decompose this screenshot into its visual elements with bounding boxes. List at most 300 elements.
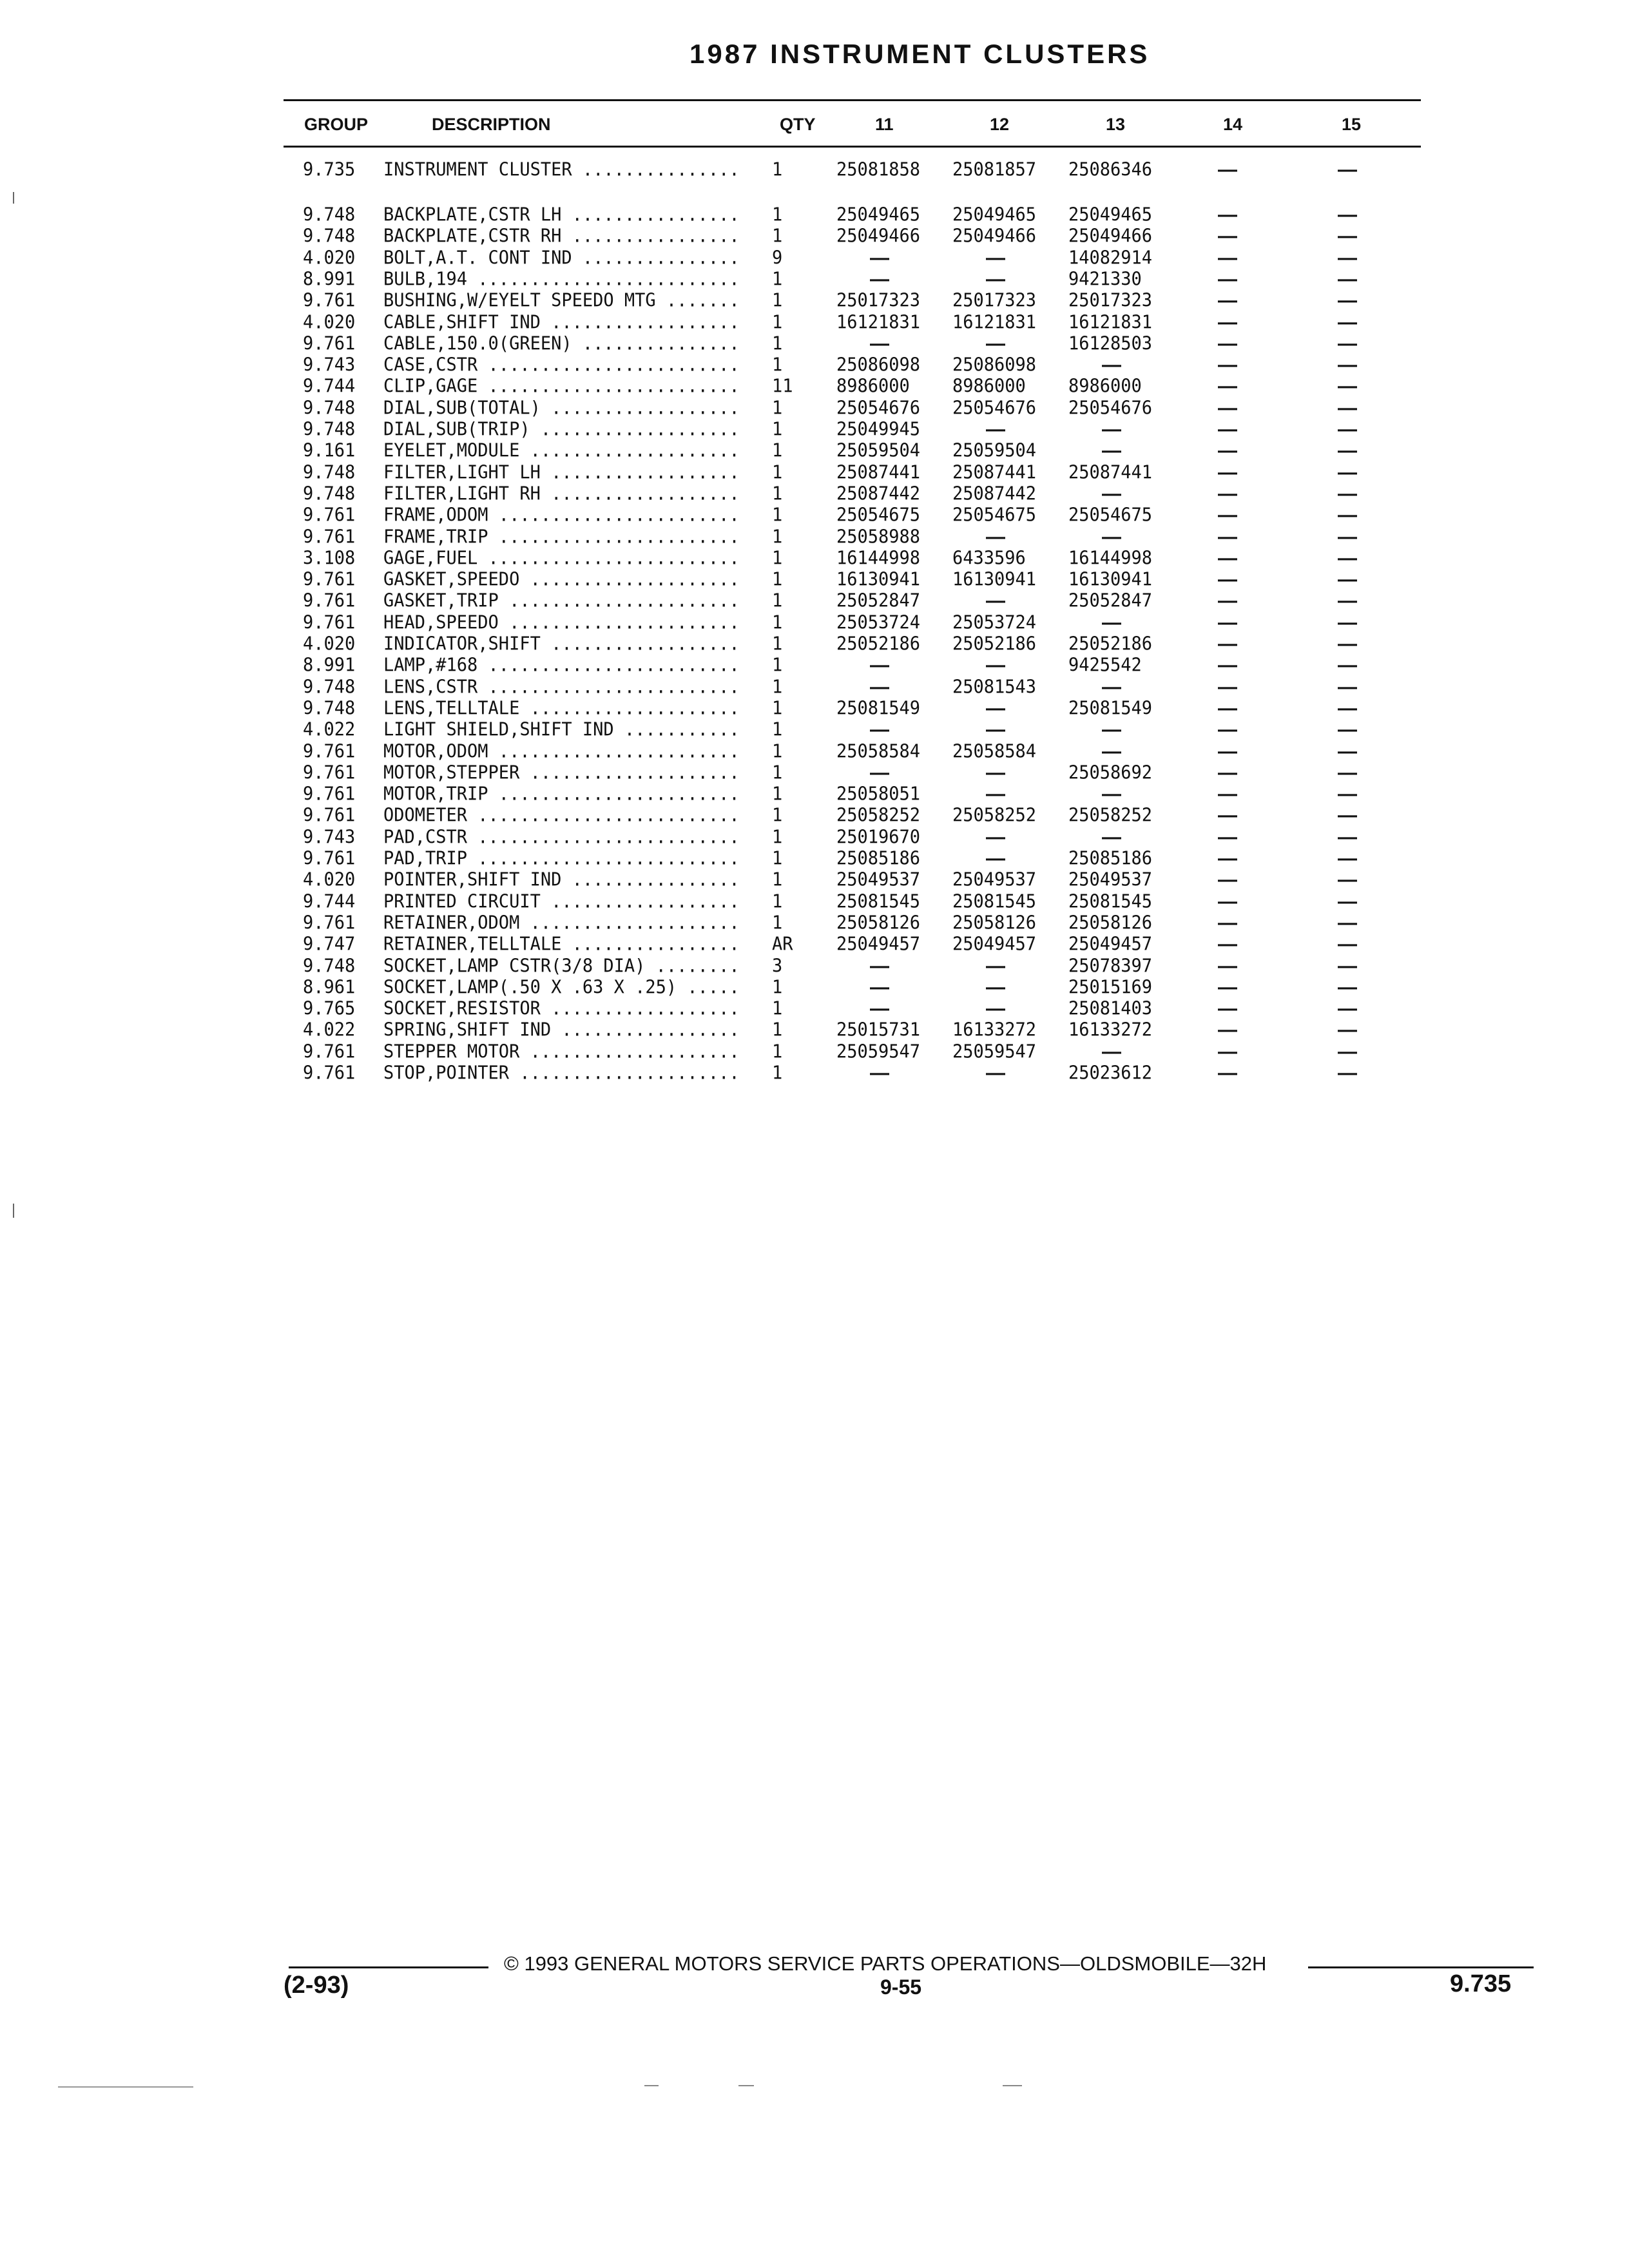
cell-part-13: 25054675 [1068,505,1153,526]
cell-part-12: 8986000 [952,376,1026,398]
cell-part-14: — [1218,289,1237,312]
cell-part-14: — [1218,697,1237,720]
table-row [0,977,1629,999]
cell-part-13: — [1102,439,1121,463]
cell-part-11: 25049537 [836,869,921,891]
cell-part-11: 25052186 [836,633,921,655]
cell-description: POINTER,SHIFT IND ................ [383,870,740,891]
cell-part-15: — [1338,825,1357,849]
cell-description: LAMP,#168 ........................ [383,655,740,677]
cell-qty: 1 [772,998,783,1019]
cell-part-14: — [1218,1019,1237,1042]
cell-part-12: — [986,267,1005,291]
cell-part-15: — [1338,1061,1357,1084]
table-row [0,505,1629,527]
cell-part-12: — [986,1061,1005,1084]
cell-part-13: 25017323 [1068,290,1153,311]
cell-part-14: — [1218,782,1237,805]
cell-part-12: 25081545 [952,890,1037,912]
cell-part-13: — [1102,482,1121,505]
cell-description: SOCKET,RESISTOR .................. [383,999,740,1019]
cell-part-15: — [1338,158,1357,181]
cell-part-13: 25086346 [1068,159,1153,180]
cell-part-12: — [986,418,1005,441]
cell-part-15: — [1338,890,1357,913]
table-row [0,634,1629,656]
cell-description: DIAL,SUB(TOTAL) .................. [383,398,740,419]
cell-group: 9.161 [303,440,356,462]
table-row [0,205,1629,227]
cell-group: 9.743 [303,826,356,848]
col-header-12: 12 [990,115,1010,134]
cell-group: 4.022 [303,719,356,740]
cell-group: 9.748 [303,955,356,977]
cell-part-13: 25052186 [1068,633,1153,655]
cell-part-13: — [1102,825,1121,849]
cell-group: 9.748 [303,461,356,483]
cell-part-11: 25085186 [836,847,921,869]
cell-description: BOLT,A.T. CONT IND ............... [383,247,740,269]
cell-part-14: — [1218,267,1237,291]
cell-description: STOP,POINTER ..................... [383,1063,740,1084]
cell-qty: 1 [772,1041,783,1062]
cell-part-11: 25049457 [836,934,921,955]
cell-part-14: — [1218,718,1237,742]
cell-part-12: 25087441 [952,461,1037,483]
table-row [0,999,1629,1021]
table-row [0,613,1629,635]
cell-part-13: 25049457 [1068,934,1153,955]
cell-part-12: — [986,718,1005,742]
cell-part-12: 25053724 [952,611,1037,633]
table-row [0,463,1629,485]
cell-part-11: 25058252 [836,805,921,827]
table-row [0,226,1629,248]
table-row [0,160,1629,182]
cell-qty: 1 [772,440,783,462]
cell-group: 9.761 [303,783,356,805]
cell-description: CABLE,150.0(GREEN) ............... [383,333,740,354]
cell-part-14: — [1218,632,1237,655]
cell-part-13: 25058692 [1068,762,1153,783]
copyright-line: © 1993 GENERAL MOTORS SERVICE PARTS OPERATIONS—OLDSMOBILE—32H [504,1952,1267,1975]
cell-part-11: 16121831 [836,311,921,333]
cell-description: BACKPLATE,CSTR RH ................ [383,226,740,247]
col-header-qty: QTY [780,115,816,134]
table-row [0,1042,1629,1064]
cell-qty: 1 [772,226,783,247]
cell-part-12: — [986,590,1005,613]
cell-description: STEPPER MOTOR .................... [383,1041,740,1062]
table-row [0,763,1629,785]
cell-qty: 1 [772,826,783,848]
table-row [0,484,1629,506]
cell-group: 9.744 [303,890,356,912]
cell-part-13: — [1102,418,1121,441]
cell-qty: 1 [772,547,783,569]
cell-part-15: — [1338,697,1357,720]
cell-part-15: — [1338,954,1357,977]
table-row [0,1020,1629,1042]
table-row [0,913,1629,935]
cell-group: 9.761 [303,290,356,311]
cell-part-12: 25049466 [952,226,1037,247]
cell-part-11: — [870,761,889,784]
scan-speck [1003,2085,1022,2086]
cell-group: 9.748 [303,204,356,226]
cell-description: SPRING,SHIFT IND ................. [383,1020,740,1041]
cell-part-12: — [986,761,1005,784]
cell-description: PAD,CSTR ......................... [383,827,740,848]
cell-qty: 1 [772,847,783,869]
cell-description: DIAL,SUB(TRIP) ................... [383,419,740,440]
cell-part-11: 25017323 [836,290,921,311]
cell-part-12: 25054675 [952,505,1037,526]
cell-part-14: — [1218,933,1237,956]
cell-group: 8.991 [303,655,356,677]
cell-group: 9.735 [303,159,356,180]
cell-part-12: 25059504 [952,440,1037,462]
cell-part-14: — [1218,396,1237,419]
cell-part-13: 25058252 [1068,805,1153,827]
cell-part-11: 25081858 [836,159,921,180]
cell-part-13: 16121831 [1068,311,1153,333]
cell-group: 9.761 [303,740,356,762]
cell-part-12: — [986,246,1005,269]
cell-part-15: — [1338,461,1357,484]
cell-part-15: — [1338,439,1357,463]
cell-part-14: — [1218,954,1237,977]
cell-part-11: 25059547 [836,1041,921,1062]
cell-part-13: 25049465 [1068,204,1153,226]
cell-part-14: — [1218,654,1237,677]
cell-qty: AR [772,934,793,955]
footer-rule-right [1308,1966,1534,1968]
page-number: 9-55 [880,1975,922,1999]
cell-part-11: 25019670 [836,826,921,848]
cell-part-15: — [1338,525,1357,548]
cell-part-12: 25058126 [952,912,1037,934]
cell-group: 9.761 [303,1062,356,1084]
cell-qty: 1 [772,397,783,419]
cell-group: 9.761 [303,505,356,526]
cell-part-14: — [1218,975,1237,999]
cell-part-15: — [1338,311,1357,334]
cell-group: 4.020 [303,247,356,269]
cell-part-15: — [1338,590,1357,613]
cell-group: 9.761 [303,912,356,934]
table-row [0,591,1629,613]
table-row [0,805,1629,827]
cell-description: ODOMETER ......................... [383,805,740,827]
table-row [0,1063,1629,1085]
cell-description: SOCKET,LAMP(.50 X .63 X .25) ..... [383,977,740,998]
cell-group: 9.761 [303,526,356,548]
cell-part-11: — [870,975,889,999]
cell-part-11: 25053724 [836,611,921,633]
cell-part-13: 25081403 [1068,998,1153,1019]
cell-qty: 1 [772,483,783,505]
cell-part-14: — [1218,869,1237,892]
cell-group: 4.022 [303,1019,356,1041]
cell-qty: 1 [772,611,783,633]
cell-group: 9.744 [303,376,356,398]
cell-part-12: — [986,525,1005,548]
cell-description: MOTOR,TRIP ....................... [383,784,740,805]
cell-qty: 1 [772,268,783,290]
table-row [0,441,1629,463]
cell-qty: 1 [772,740,783,762]
table-row [0,742,1629,764]
cell-description: LENS,CSTR ........................ [383,677,740,698]
table-row [0,870,1629,892]
cell-qty: 1 [772,159,783,180]
cell-qty: 1 [772,1019,783,1041]
cell-part-15: — [1338,847,1357,870]
cell-group: 9.761 [303,569,356,590]
table-row [0,398,1629,420]
cell-part-14: — [1218,1061,1237,1084]
table-row [0,934,1629,956]
cell-group: 4.020 [303,311,356,333]
cell-part-11: 25058126 [836,912,921,934]
cell-part-11: 25081545 [836,890,921,912]
table-row [0,892,1629,914]
cell-part-11: — [870,718,889,742]
cell-description: MOTOR,STEPPER .................... [383,762,740,783]
cell-qty: 1 [772,418,783,440]
cell-part-15: — [1338,1040,1357,1063]
cell-description: INDICATOR,SHIFT .................. [383,634,740,655]
cell-part-14: — [1218,546,1237,570]
cell-qty: 1 [772,204,783,226]
cell-part-15: — [1338,997,1357,1020]
col-header-13: 13 [1106,115,1126,134]
cell-part-13: — [1102,740,1121,763]
cell-part-15: — [1338,761,1357,784]
revision-date: (2-93) [284,1972,349,1999]
col-header-15: 15 [1342,115,1362,134]
cell-part-13: 25078397 [1068,955,1153,977]
cell-part-13: 25058126 [1068,912,1153,934]
cell-part-13: 16133272 [1068,1019,1153,1041]
cell-group: 9.748 [303,397,356,419]
cell-part-11: 25054676 [836,397,921,419]
cell-part-12: 25081543 [952,676,1037,698]
cell-qty: 1 [772,976,783,998]
table-row [0,677,1629,699]
cell-part-13: — [1102,611,1121,634]
cell-description: CABLE,SHIFT IND .................. [383,312,740,333]
cell-part-11: — [870,654,889,677]
cell-group: 9.761 [303,1041,356,1062]
cell-qty: 1 [772,526,783,548]
cell-part-12: 25059547 [952,1041,1037,1062]
cell-part-15: — [1338,225,1357,248]
cell-part-13: 14082914 [1068,247,1153,269]
cell-qty: 1 [772,805,783,827]
cell-group: 9.743 [303,354,356,376]
cell-description: MOTOR,ODOM ....................... [383,741,740,762]
cell-part-11: — [870,267,889,291]
cell-part-12: 25049457 [952,934,1037,955]
cell-part-12: 25087442 [952,483,1037,505]
cell-part-11: — [870,954,889,977]
table-row [0,655,1629,677]
cell-part-13: 25087441 [1068,461,1153,483]
cell-group: 9.765 [303,998,356,1019]
cell-part-11: 25058051 [836,783,921,805]
cell-part-14: — [1218,890,1237,913]
table-row [0,312,1629,334]
footer-rule-left [289,1966,488,1968]
cell-qty: 1 [772,311,783,333]
cell-part-14: — [1218,418,1237,441]
cell-group: 9.748 [303,676,356,698]
cell-description: FRAME,TRIP ....................... [383,526,740,548]
cell-group: 4.020 [303,633,356,655]
cell-qty: 1 [772,890,783,912]
cell-part-14: — [1218,825,1237,849]
cell-part-13: 16128503 [1068,332,1153,354]
cell-part-15: — [1338,933,1357,956]
cell-description: PAD,TRIP ......................... [383,849,740,869]
table-row [0,376,1629,398]
cell-part-15: — [1338,1019,1357,1042]
cell-part-12: 25054676 [952,397,1037,419]
col-header-14: 14 [1223,115,1243,134]
cell-part-14: — [1218,847,1237,870]
cell-part-12: — [986,782,1005,805]
cell-part-11: 25049945 [836,418,921,440]
scan-speck [13,192,14,204]
cell-description: FILTER,LIGHT LH .................. [383,462,740,483]
scan-speck [644,2085,659,2086]
cell-description: HEAD,SPEEDO ...................... [383,612,740,633]
cell-part-12: — [986,975,1005,999]
cell-part-11: 25015731 [836,1019,921,1041]
cell-part-13: — [1102,525,1121,548]
cell-part-14: — [1218,1040,1237,1063]
cell-part-11: — [870,1061,889,1084]
cell-part-14: — [1218,804,1237,827]
cell-part-12: 25058252 [952,805,1037,827]
table-row [0,827,1629,849]
cell-description: RETAINER,TELLTALE ................ [383,934,740,955]
cell-part-13: — [1102,782,1121,805]
cell-group: 9.747 [303,934,356,955]
cell-description: GASKET,TRIP ...................... [383,591,740,612]
cell-description: SOCKET,LAMP CSTR(3/8 DIA) ........ [383,956,740,977]
cell-group: 9.761 [303,805,356,827]
cell-group: 3.108 [303,547,356,569]
cell-part-11: 25058584 [836,740,921,762]
scan-speck [738,2085,754,2086]
cell-group: 9.748 [303,418,356,440]
cell-qty: 1 [772,719,783,740]
cell-part-13: — [1102,353,1121,376]
cell-part-11: — [870,332,889,355]
cell-part-15: — [1338,504,1357,527]
cell-part-14: — [1218,611,1237,634]
cell-part-11: — [870,997,889,1020]
cell-group: 9.748 [303,483,356,505]
cell-part-13: 25054676 [1068,397,1153,419]
cell-part-11: 25087442 [836,483,921,505]
cell-part-15: — [1338,740,1357,763]
cell-part-13: — [1102,718,1121,742]
cell-part-11: — [870,246,889,269]
cell-description: BULB,194 ......................... [383,269,740,290]
cell-part-12: 16130941 [952,569,1037,590]
cell-part-13: 9425542 [1068,655,1142,677]
cell-part-14: — [1218,439,1237,463]
cell-part-15: — [1338,267,1357,291]
cell-part-11: 25087441 [836,461,921,483]
cell-part-11: 25058988 [836,526,921,548]
cell-part-15: — [1338,289,1357,312]
cell-part-15: — [1338,869,1357,892]
cell-part-15: — [1338,396,1357,419]
cell-part-12: — [986,697,1005,720]
cell-qty: 1 [772,676,783,698]
cell-part-12: 16121831 [952,311,1037,333]
cell-part-12: — [986,825,1005,849]
table-row [0,548,1629,570]
cell-part-14: — [1218,997,1237,1020]
cell-part-15: — [1338,975,1357,999]
cell-description: GASKET,SPEEDO .................... [383,570,740,590]
cell-part-11: — [870,675,889,698]
cell-qty: 3 [772,955,783,977]
table-row [0,956,1629,978]
cell-qty: 1 [772,655,783,677]
cell-part-12: 25081857 [952,159,1037,180]
cell-part-12: 25017323 [952,290,1037,311]
cell-part-13: — [1102,675,1121,698]
cell-qty: 1 [772,354,783,376]
cell-part-15: — [1338,675,1357,698]
cell-part-15: — [1338,246,1357,269]
cell-part-15: — [1338,353,1357,376]
cell-qty: 1 [772,633,783,655]
cell-part-13: — [1102,1040,1121,1063]
cell-group: 9.761 [303,332,356,354]
cell-part-14: — [1218,525,1237,548]
cell-description: CLIP,GAGE ........................ [383,376,740,398]
cell-part-11: 25081549 [836,697,921,719]
cell-part-12: — [986,997,1005,1020]
cell-part-12: 25049537 [952,869,1037,891]
cell-qty: 1 [772,590,783,612]
cell-part-14: — [1218,761,1237,784]
table-row [0,720,1629,742]
cell-part-11: 25054675 [836,505,921,526]
cell-part-15: — [1338,375,1357,398]
table-row [0,334,1629,356]
cell-part-12: — [986,332,1005,355]
table-row [0,784,1629,806]
cell-qty: 1 [772,1062,783,1084]
cell-part-14: — [1218,332,1237,355]
cell-part-15: — [1338,911,1357,934]
cell-part-12: 25049465 [952,204,1037,226]
col-header-group: GROUP [304,115,369,134]
table-row [0,291,1629,312]
cell-group: 9.748 [303,697,356,719]
cell-part-11: 16144998 [836,547,921,569]
cell-description: EYELET,MODULE .................... [383,441,740,462]
